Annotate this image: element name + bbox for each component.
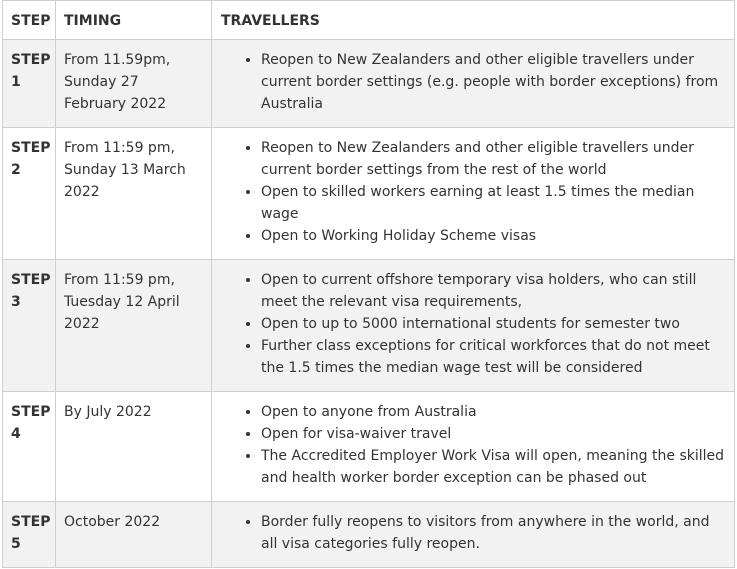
step-cell: STEP 4 <box>3 392 56 502</box>
table-row <box>3 260 735 392</box>
travellers-cell <box>212 260 735 392</box>
step-cell: STEP 2 <box>3 128 56 260</box>
list-item: • Open to up to 5000 international students for semester two <box>261 313 726 335</box>
traveller-list <box>221 49 726 115</box>
list-item: • Border fully reopens to visitors from anywhere in the world, and all visa categories fully reopen. <box>261 511 726 555</box>
timing-cell: From 11:59 pm, Sunday 13 March 2022 <box>56 128 212 260</box>
list-item: • Open to Working Holiday Scheme visas <box>261 225 726 247</box>
traveller-list <box>221 401 726 489</box>
list-item: • Open to current offshore temporary visa holders, who can still meet the relevant visa requirements, <box>261 269 726 313</box>
step-cell: STEP 3 <box>3 260 56 392</box>
list-item: • Open to skilled workers earning at least 1.5 times the median wage <box>261 181 726 225</box>
header-step: STEP <box>3 1 56 40</box>
travellers-cell <box>212 502 735 568</box>
list-item: • Open for visa-waiver travel <box>261 423 726 445</box>
border-reopening-table <box>2 0 735 568</box>
traveller-list <box>221 269 726 379</box>
step-cell: STEP 1 <box>3 40 56 128</box>
timing-cell: From 11:59 pm, Tuesday 12 April 2022 <box>56 260 212 392</box>
step-cell: STEP 5 <box>3 502 56 568</box>
table-row <box>3 502 735 568</box>
list-item: • Open to anyone from Australia <box>261 401 726 423</box>
timing-cell: By July 2022 <box>56 392 212 502</box>
table-row <box>3 392 735 502</box>
table-header-row <box>3 1 735 40</box>
travellers-cell <box>212 392 735 502</box>
list-item: • Reopen to New Zealanders and other eligible travellers under current border settings (e.g. people with border exceptions) from Australia <box>261 49 726 115</box>
travellers-cell <box>212 128 735 260</box>
travellers-cell <box>212 40 735 128</box>
table-row <box>3 40 735 128</box>
traveller-list <box>221 511 726 555</box>
traveller-list <box>221 137 726 247</box>
list-item: • Reopen to New Zealanders and other eligible travellers under current border settings from the rest of the world <box>261 137 726 181</box>
header-timing: TIMING <box>56 1 212 40</box>
timing-cell: October 2022 <box>56 502 212 568</box>
table-row <box>3 128 735 260</box>
list-item: • Further class exceptions for critical workforces that do not meet the 1.5 times the median wage test will be considered <box>261 335 726 379</box>
list-item: • The Accredited Employer Work Visa will open, meaning the skilled and health worker border exception can be phased out <box>261 445 726 489</box>
header-travellers: TRAVELLERS <box>212 1 735 40</box>
timing-cell: From 11.59pm, Sunday 27 February 2022 <box>56 40 212 128</box>
